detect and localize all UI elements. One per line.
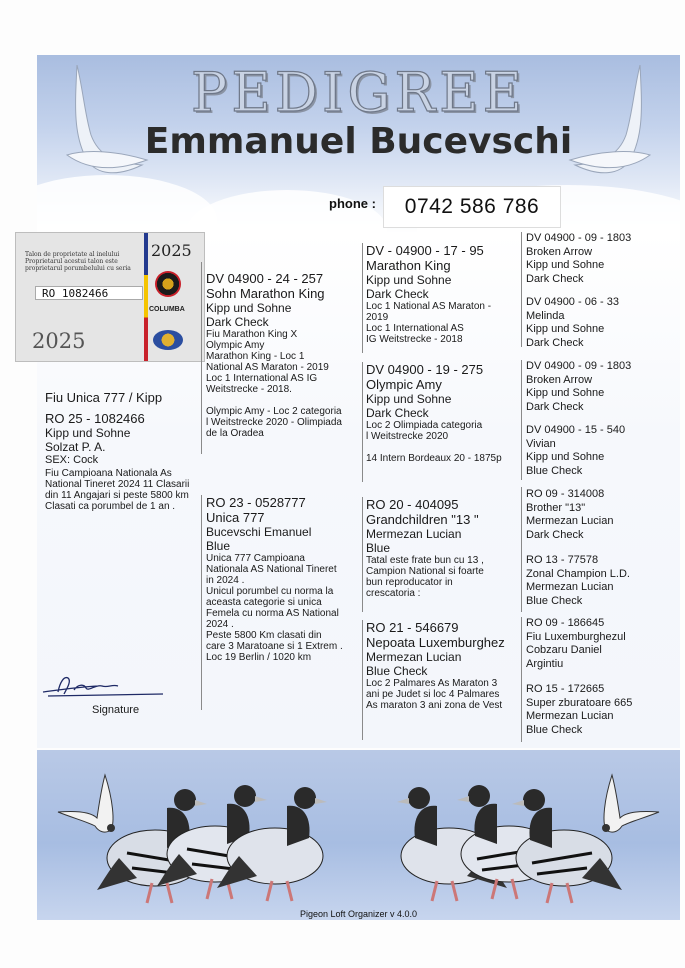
ggp-entry (526, 554, 630, 608)
pigeon-left-3-icon (217, 776, 337, 906)
gp2-note: Loc 2 Olimpiada categoria l Weitstrecke 2020 14 Intern Bordeaux 20 - 1875p (366, 420, 502, 464)
ggp-breeder: Kipp und Sohne (526, 323, 605, 335)
header-banner (37, 55, 680, 233)
gp4-color: Blue Check (366, 664, 428, 678)
ggp-name: Broken Arrow (526, 245, 593, 258)
card-logo-label: COLUMBA (149, 306, 185, 313)
gp1-entry (366, 243, 491, 345)
ggp-name: Zonal Champion L.D. (526, 567, 630, 580)
gp3-color: Blue (366, 541, 391, 555)
gp3-breeder: Mermezan Lucian (366, 527, 462, 541)
phone-number: 0742 586 786 (383, 186, 561, 228)
bracket-ggp-2 (521, 360, 522, 480)
gp1-breeder: Kipp und Sohne (366, 273, 452, 287)
gp3-entry (366, 497, 484, 599)
subject-breeder: Kipp und Sohne (45, 426, 131, 440)
ggp-name: Super zburatoare 665 (526, 696, 633, 709)
bracket-ggp-3 (521, 487, 522, 612)
subject-pigeon (45, 390, 205, 512)
gp3-ring: RO 20 - 404095 (366, 497, 459, 512)
gp2-entry (366, 362, 502, 464)
card-text: Talon de proprietate al inelului Proprietarul acestui talon este proprietarul porumbelului cu seria (25, 251, 131, 272)
ggp-entry (526, 488, 613, 542)
gp4-name: Nepoata Luxemburghez (366, 635, 505, 650)
ggp-entry (526, 360, 631, 414)
dam-name: Unica 777 (206, 510, 265, 525)
bracket-sire (201, 262, 202, 454)
gp3-name: Grandchildren "13 " (366, 512, 479, 527)
ggp-color: Blue Check (526, 594, 583, 607)
dam-breeder: Bucevschi Emanuel (206, 525, 312, 539)
bracket-dam (201, 495, 202, 710)
card-year-top: 2025 (151, 241, 192, 260)
ggp-ring: RO 09 - 186645 (526, 617, 605, 629)
ggp-color: Blue Check (526, 464, 583, 477)
gp4-entry (366, 620, 505, 711)
ggp-breeder: Mermezan Lucian (526, 515, 614, 527)
subject-tag: Fiu Unica 777 / Kipp (45, 390, 163, 405)
ggp-ring: RO 13 - 77578 (526, 554, 599, 566)
gp2-ring: DV 04900 - 19 - 275 (366, 362, 484, 377)
flag-stripe-icon (144, 233, 148, 361)
pigeon-right-3-icon (502, 778, 622, 908)
subject-owner: Solzat P. A. (45, 440, 106, 454)
bracket-gp4 (362, 620, 363, 740)
sire-color: Dark Check (206, 315, 269, 329)
ggp-breeder: Mermezan Lucian (526, 581, 614, 593)
federation-badge-icon (153, 330, 183, 350)
phone-label: phone : (329, 196, 376, 211)
ggp-breeder: Mermezan Lucian (526, 710, 614, 722)
bracket-ggp-4 (521, 617, 522, 742)
ggp-color: Dark Check (526, 272, 584, 285)
sire-ring: DV 04900 - 24 - 257 (206, 271, 324, 286)
ggp-ring: RO 15 - 172665 (526, 683, 605, 695)
subject-sex: SEX: Cock (45, 454, 99, 466)
gp3-note: Tatal este frate bun cu 13 , Campion National si foarte bun reproducator in crescatoria : (366, 555, 484, 599)
ggp-name: Brother "13" (526, 501, 586, 514)
gp4-ring: RO 21 - 546679 (366, 620, 459, 635)
sire-breeder: Kipp und Sohne (206, 301, 292, 315)
ggp-color: Dark Check (526, 336, 584, 349)
gp2-breeder: Kipp und Sohne (366, 392, 452, 406)
sire-name: Sohn Marathon King (206, 286, 325, 301)
subject-ring: RO 25 - 1082466 (45, 411, 145, 426)
gp2-name: Olympic Amy (366, 377, 442, 392)
dam-note: Unica 777 Campioana Nationala AS National Tineret in 2024 . Unicul porumbel cu norma la aceasta categorie si unica Femela cu norma AS National 2024 . Peste 5800 Km clasati din care 3 Maratoane si 1 Extrem . Loc 19 Berlin / 1020 km (206, 553, 343, 663)
footer-banner (37, 750, 680, 920)
gp1-color: Dark Check (366, 287, 429, 301)
ggp-ring: RO 09 - 314008 (526, 488, 605, 500)
sire-note: Fiu Marathon King X Olympic Amy Marathon King - Loc 1 National AS Maraton - 2019 Loc 1 International AS IG Weitstrecke - 2018. Olympic Amy - Loc 2 categoria l Weitstrecke 2020 - Olimpiada de la Oradea (206, 329, 342, 439)
ggp-color: Dark Check (526, 528, 584, 541)
bracket-gp1 (362, 243, 363, 353)
ggp-entry (526, 424, 625, 478)
dam-ring: RO 23 - 0528777 (206, 495, 306, 510)
sire-entry (206, 271, 342, 439)
ggp-entry (526, 617, 626, 671)
card-ring-number: RO 1082466 (35, 286, 143, 300)
ggp-ring: DV 04900 - 09 - 1803 (526, 360, 632, 372)
ggp-entry (526, 296, 619, 350)
gp1-note: Loc 1 National AS Maraton - 2019 Loc 1 International AS IG Weitstrecke - 2018 (366, 301, 492, 345)
signature-label: Signature (92, 704, 140, 716)
ggp-entry (526, 683, 632, 737)
gp1-ring: DV - 04900 - 17 - 95 (366, 243, 484, 258)
ggp-breeder: Cobzaru Daniel (526, 644, 602, 656)
bracket-gp2 (362, 362, 363, 482)
signature-icon (38, 672, 168, 702)
gp1-name: Marathon King (366, 258, 451, 273)
ggp-ring: DV 04900 - 15 - 540 (526, 424, 626, 436)
columba-logo-icon (155, 271, 181, 297)
ggp-color: Argintiu (526, 657, 564, 670)
bracket-gp3 (362, 497, 363, 612)
software-credit: Pigeon Loft Organizer v 4.0.0 (299, 909, 418, 919)
ggp-ring: DV 04900 - 09 - 1803 (526, 232, 632, 244)
dam-entry (206, 495, 343, 663)
ring-ownership-card (15, 232, 205, 362)
ggp-breeder: Kipp und Sohne (526, 387, 605, 399)
card-year-bottom: 2025 (32, 329, 86, 353)
ggp-color: Blue Check (526, 723, 583, 736)
bracket-ggp-1 (521, 232, 522, 347)
ggp-entry (526, 232, 631, 286)
owner-name: Emmanuel Bucevschi (144, 121, 573, 162)
ggp-name: Melinda (526, 309, 565, 322)
ggp-name: Fiu Luxemburghezul (526, 630, 626, 643)
page-title: PEDIGREE (190, 61, 526, 124)
ggp-name: Broken Arrow (526, 373, 593, 386)
ggp-breeder: Kipp und Sohne (526, 451, 605, 463)
gp4-breeder: Mermezan Lucian (366, 650, 462, 664)
ggp-color: Dark Check (526, 400, 584, 413)
ggp-ring: DV 04900 - 06 - 33 (526, 296, 619, 308)
dam-color: Blue (206, 539, 231, 553)
gp2-color: Dark Check (366, 406, 429, 420)
ggp-name: Vivian (526, 437, 556, 450)
subject-note: Fiu Campioana Nationala As National Tineret 2024 11 Clasarii din 11 Angajari si peste 5800 km Clasati ca porumbel de 1 an . (45, 468, 190, 512)
ggp-breeder: Kipp und Sohne (526, 259, 605, 271)
gp4-note: Loc 2 Palmares As Maraton 3 ani pe Judet si loc 4 Palmares As maraton 3 ani zona de Vest (366, 678, 503, 711)
